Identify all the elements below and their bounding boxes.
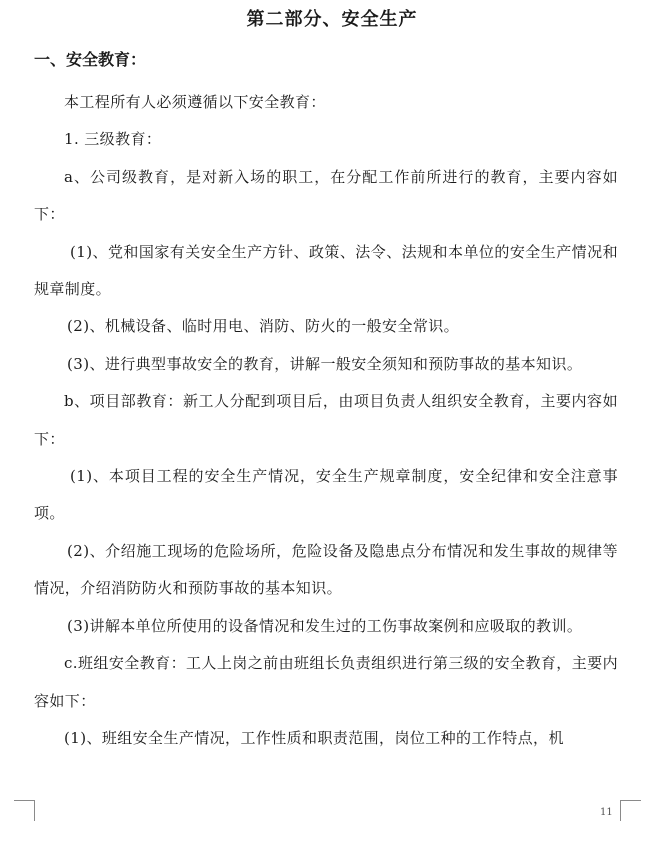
crop-mark-left [14, 800, 35, 821]
paragraph-team-item-1: (1)、班组安全生产情况，工作性质和职责范围，岗位工种的工作特点，机 [64, 728, 564, 747]
paragraph-company-item-3: (3)、进行典型事故安全的教育，讲解一般安全须知和预防事故的基本知识。 [67, 354, 583, 373]
paragraph-three-level-education: 1. 三级教育： [64, 130, 162, 149]
page-title: 第二部分、安全生产 [246, 9, 418, 30]
paragraph-intro: 本工程所有人必须遵循以下安全教育： [64, 93, 326, 111]
section-heading: 一、安全教育： [34, 50, 147, 69]
paragraph-team-level: c.班组安全教育：工人上岗之前由班组长负责组织进行第三级的安全教育，主要内容如下： [34, 654, 618, 710]
paragraph-project-level: b、项目部教育：新工人分配到项目后，由项目负责人组织安全教育，主要内容如下： [34, 392, 618, 448]
document-body [34, 84, 618, 757]
page-number: 11 [600, 807, 613, 818]
paragraph-company-level: a、公司级教育，是对新入场的职工，在分配工作前所进行的教育，主要内容如下： [34, 167, 618, 224]
paragraph-company-item-2: (2)、机械设备、临时用电、消防、防火的一般安全常识。 [67, 317, 460, 336]
paragraph-project-item-1: (1)、本项目工程的安全生产情况，安全生产规章制度，安全纪律和安全注意事项。 [34, 467, 618, 523]
paragraph-project-item-2: (2)、介绍施工现场的危险场所，危险设备及隐患点分布情况和发生事故的规律等情况，介绍消防防火和预防事故的基本知识。 [34, 541, 618, 598]
crop-mark-right [620, 800, 641, 821]
paragraph-project-item-3: (3)讲解本单位所使用的设备情况和发生过的工伤事故案例和应吸取的教训。 [67, 616, 583, 635]
paragraph-company-item-1: (1)、党和国家有关安全生产方针、政策、法令、法规和本单位的安全生产情况和规章制度。 [34, 242, 618, 299]
